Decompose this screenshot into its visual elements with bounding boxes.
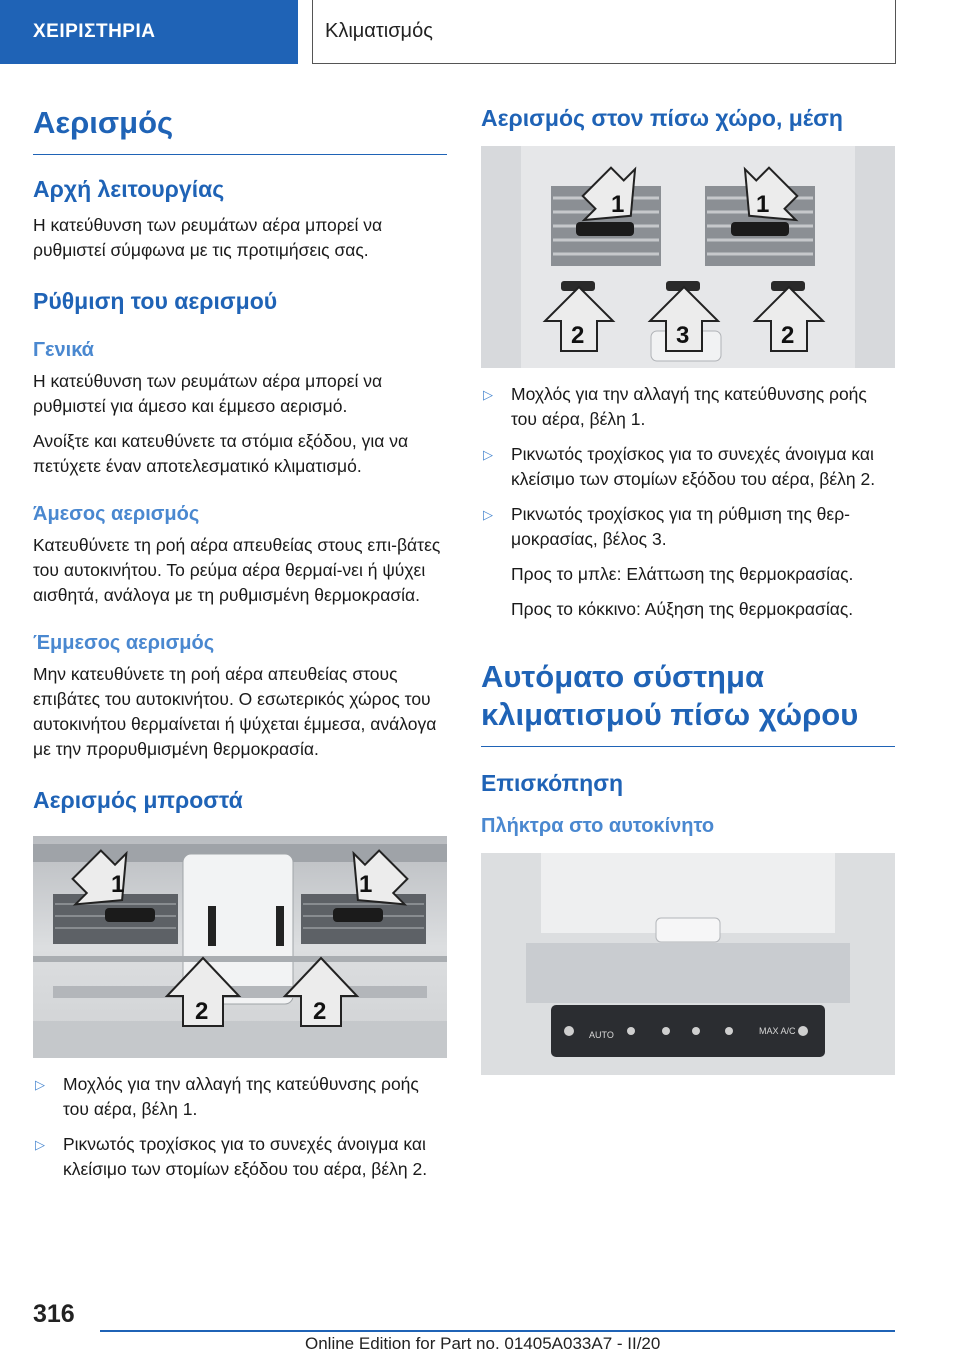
- blue-note: Προς το μπλε: Ελάττωση της θερμοκρασίας.: [511, 564, 854, 584]
- temp-left-icon: [627, 1027, 635, 1035]
- left-column: [33, 96, 447, 1192]
- triangle-bullet-icon: ▷: [483, 507, 493, 522]
- rear-heading: Αερισμός στον πίσω χώρο, μέση: [481, 105, 843, 131]
- triangle-bullet-icon: ▷: [35, 1077, 45, 1092]
- adjust-heading: Ρύθμιση του αερισμού: [33, 288, 278, 314]
- general-text-1: Η κατεύθυνση των ρευμάτων αέρα μπορεί να ρυθμιστεί για άμεσο και έμμεσο αερισμό.: [33, 371, 383, 416]
- airflow-icon: [692, 1027, 700, 1035]
- list-item: ▷ Μοχλός για την αλλαγή της κατεύθυνσης ροής του αέρα, βέλη 1.: [35, 1074, 419, 1119]
- list-item: ▷ Μοχλός για την αλλαγή της κατεύθυνσης ροής του αέρα, βέλη 1.: [483, 384, 867, 429]
- front-list: [33, 1072, 447, 1182]
- section-tab: ΧΕΙΡΙΣΤΗΡΙΑ: [0, 0, 298, 64]
- list-item: ▷ Ρικνωτός τροχίσκος για τη ρύθμιση της θερ‐μοκρασίας, βέλος 3.: [483, 504, 850, 549]
- right-column: [481, 96, 895, 1089]
- indirect-heading: Έμμεσος αερισμός: [33, 632, 215, 654]
- front-label-2a: 2: [195, 998, 209, 1025]
- rear-label-1b: 1: [756, 191, 770, 218]
- page-header: [0, 0, 960, 66]
- triangle-bullet-icon: ▷: [483, 447, 493, 462]
- front-heading: Αερισμός μπροστά: [33, 787, 243, 813]
- fan-icon: [662, 1027, 670, 1035]
- ventilation-title: Αερισμός: [33, 96, 447, 155]
- front-label-2b: 2: [313, 998, 327, 1025]
- front-label-1b: 1: [359, 871, 373, 898]
- triangle-bullet-icon: ▷: [483, 387, 493, 402]
- general-heading: Γενικά: [33, 339, 94, 361]
- rear-list: [481, 382, 895, 552]
- temp-right-icon: [725, 1027, 733, 1035]
- direct-heading: Άμεσος αερισμός: [33, 503, 200, 525]
- front-vents-image: [33, 836, 447, 1058]
- edition-text: Online Edition for Part no. 01405A033A7 - II/20: [305, 1334, 661, 1353]
- footer-divider: [100, 1330, 895, 1332]
- rear-label-3: 3: [676, 322, 690, 349]
- general-text-2: Ανοίξτε και κατευθύνετε τα στόμια εξόδου, για να πετύχετε έναν αποτελεσματικό κλιματισμό.: [33, 431, 409, 476]
- auto-button-label: AUTO: [589, 1030, 614, 1040]
- buttons-heading: Πλήκτρα στο αυτοκίνητο: [481, 815, 715, 837]
- rear-label-2b: 2: [781, 322, 795, 349]
- rear-vents-image: [481, 146, 895, 368]
- auto-climate-title: Αυτόματο σύστημα κλιματισμού πίσω χώρου: [481, 650, 895, 747]
- front-label-1a: 1: [111, 871, 125, 898]
- rear-label-2a: 2: [571, 322, 585, 349]
- max-ac-button-label: MAX A/C: [759, 1026, 796, 1036]
- page-number: 316: [33, 1300, 75, 1328]
- direct-text: Κατευθύνετε τη ροή αέρα απευθείας στους επι‐βάτες του αυτοκινήτου. Το ρεύμα αέρα θερμαί‐νει ή ψύχει αισθητά, ανάλογα με τη ρυθμισμένη θερμοκρασία.: [33, 535, 441, 605]
- list-item: ▷ Ρικνωτός τροχίσκος για το συνεχές άνοιγμα και κλείσιμο των στομίων εξόδου του αέρα, βέλη 2.: [483, 444, 876, 489]
- seat-heat-right-icon: [798, 1026, 808, 1036]
- chapter-tab: Κλιματισμός: [312, 0, 896, 64]
- triangle-bullet-icon: ▷: [35, 1137, 45, 1152]
- indirect-text: Μην κατευθύνετε τη ροή αέρα απευθείας στους επιβάτες του αυτοκινήτου. Ο εσωτερικός χώρος του αυτοκινήτου θερμαίνεται ή ψύχεται έμμεσα, ανάλογα με την προρυθμισμένη θερμοκρασία.: [33, 664, 437, 759]
- red-note: Προς το κόκκινο: Αύξηση της θερμοκρασίας.: [511, 599, 854, 619]
- seat-heat-left-icon: [564, 1026, 574, 1036]
- rear-climate-panel-image: [481, 853, 895, 1075]
- rear-label-1a: 1: [611, 191, 625, 218]
- principle-text: Η κατεύθυνση των ρευμάτων αέρα μπορεί να ρυθμιστεί σύμφωνα με τις προτιμήσεις σας.: [33, 215, 383, 260]
- principle-heading: Αρχή λειτουργίας: [33, 176, 225, 202]
- list-item: ▷ Ρικνωτός τροχίσκος για το συνεχές άνοιγμα και κλείσιμο των στομίων εξόδου του αέρα, βέλη 2.: [35, 1134, 428, 1179]
- overview-heading: Επισκόπηση: [481, 770, 623, 796]
